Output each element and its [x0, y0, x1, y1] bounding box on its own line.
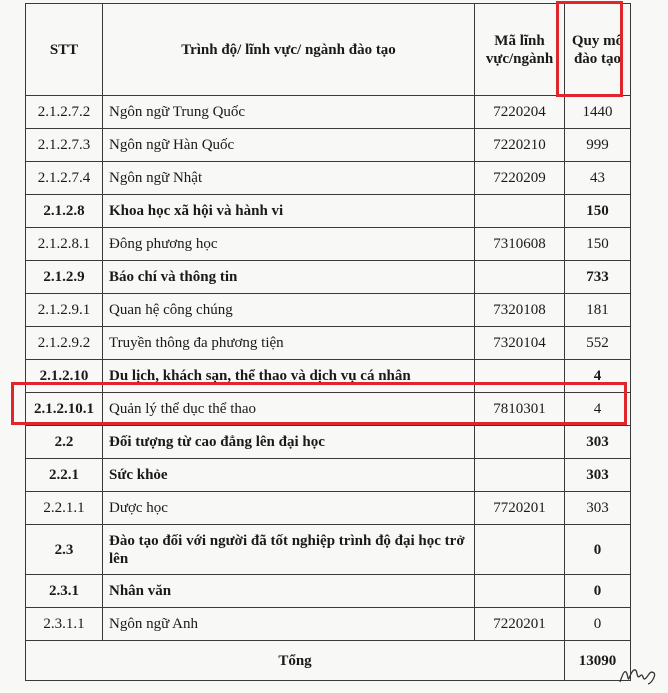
row-name: Truyền thông đa phương tiện	[103, 327, 475, 360]
row-stt: 2.3.1.1	[26, 608, 103, 641]
row-stt: 2.3	[26, 525, 103, 575]
row-qty: 733	[565, 261, 631, 294]
table-row	[26, 129, 631, 162]
row-code	[475, 360, 565, 393]
row-stt: 2.1.2.7.2	[26, 96, 103, 129]
row-code	[475, 261, 565, 294]
row-name: Ngôn ngữ Anh	[103, 608, 475, 641]
row-qty: 150	[565, 228, 631, 261]
row-code: 7320108	[475, 294, 565, 327]
table-row	[26, 492, 631, 525]
row-qty: 1440	[565, 96, 631, 129]
row-code	[475, 459, 565, 492]
row-stt: 2.1.2.7.4	[26, 162, 103, 195]
row-name: Khoa học xã hội và hành vi	[103, 195, 475, 228]
table-row	[26, 261, 631, 294]
row-qty: 552	[565, 327, 631, 360]
total-qty: 13090	[565, 641, 631, 681]
row-code: 7810301	[475, 393, 565, 426]
header-code: Mã lĩnh vực/ngành	[475, 4, 565, 96]
row-stt: 2.1.2.8	[26, 195, 103, 228]
handwritten-signature-icon	[616, 664, 660, 691]
row-code	[475, 195, 565, 228]
row-name: Quan hệ công chúng	[103, 294, 475, 327]
row-stt: 2.2.1.1	[26, 492, 103, 525]
table-row	[26, 294, 631, 327]
row-stt: 2.2.1	[26, 459, 103, 492]
row-name: Ngôn ngữ Trung Quốc	[103, 96, 475, 129]
row-qty: 150	[565, 195, 631, 228]
row-name: Nhân văn	[103, 575, 475, 608]
table-row	[26, 96, 631, 129]
total-label: Tổng	[26, 641, 565, 681]
total-row	[26, 641, 631, 681]
row-qty: 0	[565, 525, 631, 575]
table-row	[26, 162, 631, 195]
header-field: Trình độ/ lĩnh vực/ ngành đào tạo	[103, 4, 475, 96]
table-row	[26, 525, 631, 575]
row-name: Đông phương học	[103, 228, 475, 261]
table-row	[26, 608, 631, 641]
table-row	[26, 327, 631, 360]
row-qty: 999	[565, 129, 631, 162]
training-scale-table	[25, 3, 631, 681]
header-qty: Quy mô đào tạo	[565, 4, 631, 96]
row-code: 7220209	[475, 162, 565, 195]
row-qty: 4	[565, 360, 631, 393]
table-row	[26, 195, 631, 228]
row-qty: 303	[565, 426, 631, 459]
row-stt: 2.1.2.7.3	[26, 129, 103, 162]
row-stt: 2.3.1	[26, 575, 103, 608]
row-name: Sức khỏe	[103, 459, 475, 492]
row-qty: 181	[565, 294, 631, 327]
row-qty: 4	[565, 393, 631, 426]
table-row	[26, 575, 631, 608]
row-name: Dược học	[103, 492, 475, 525]
header-stt: STT	[26, 4, 103, 96]
row-stt: 2.1.2.10	[26, 360, 103, 393]
row-name: Ngôn ngữ Nhật	[103, 162, 475, 195]
row-code	[475, 426, 565, 459]
row-stt: 2.1.2.9.1	[26, 294, 103, 327]
row-code: 7720201	[475, 492, 565, 525]
row-stt: 2.1.2.9	[26, 261, 103, 294]
table-row	[26, 459, 631, 492]
header-row	[26, 4, 631, 96]
row-stt: 2.1.2.9.2	[26, 327, 103, 360]
row-name: Du lịch, khách sạn, thể thao và dịch vụ cá nhân	[103, 360, 475, 393]
table-body	[26, 96, 631, 641]
row-name: Quản lý thể dục thể thao	[103, 393, 475, 426]
table-row	[26, 393, 631, 426]
row-qty: 0	[565, 575, 631, 608]
row-name: Đào tạo đối với người đã tốt nghiệp trình độ đại học trở lên	[103, 525, 475, 575]
row-code	[475, 575, 565, 608]
row-code: 7220201	[475, 608, 565, 641]
row-qty: 43	[565, 162, 631, 195]
row-name: Đối tượng từ cao đẳng lên đại học	[103, 426, 475, 459]
table-row	[26, 360, 631, 393]
table-row	[26, 228, 631, 261]
row-qty: 303	[565, 492, 631, 525]
row-code: 7310608	[475, 228, 565, 261]
row-code: 7220210	[475, 129, 565, 162]
table-row	[26, 426, 631, 459]
row-code: 7220204	[475, 96, 565, 129]
row-qty: 0	[565, 608, 631, 641]
row-code: 7320104	[475, 327, 565, 360]
row-stt: 2.2	[26, 426, 103, 459]
row-stt: 2.1.2.8.1	[26, 228, 103, 261]
row-qty: 303	[565, 459, 631, 492]
row-code	[475, 525, 565, 575]
row-stt: 2.1.2.10.1	[26, 393, 103, 426]
row-name: Báo chí và thông tin	[103, 261, 475, 294]
row-name: Ngôn ngữ Hàn Quốc	[103, 129, 475, 162]
